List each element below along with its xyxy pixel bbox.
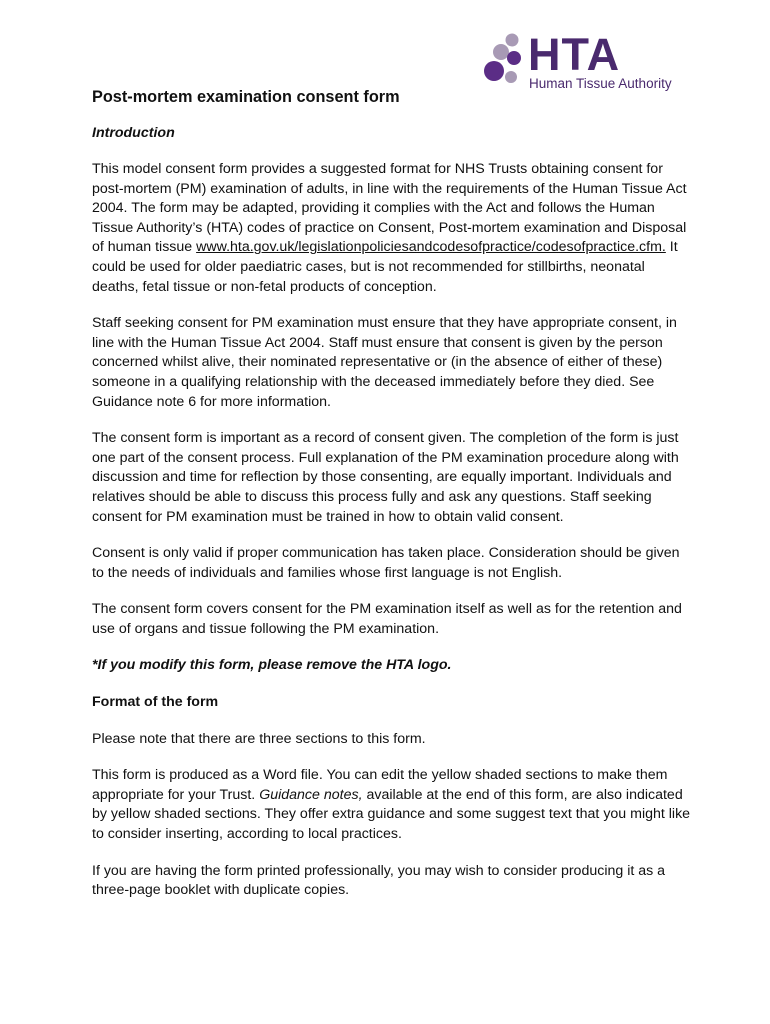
paragraph-text: This model consent form provides a suggested format for NHS Trusts obtaining consent for post-mortem (PM) examination of adults, in line with the requirements of the Human Tissue Act 2004. The form may be adapted, providing it complies with the Act and follows the Human Tissue Authority’s (HTA) codes of practice on Consent, Post-mortem examination and Disposal of human tissue — [92, 161, 687, 256]
logo-subtitle: Human Tissue Authority — [529, 76, 672, 91]
intro-paragraph-5: The consent form covers consent for the PM examination itself as well as for the retention and use of organs and tissue following the PM examination. — [92, 601, 682, 637]
paragraph-text: available at the end of this form, are also indicated by yellow shaded sections. They offer extra guidance and some suggest text that you might like to consider inserting, according to local practices. — [92, 786, 691, 843]
format-paragraph-1: Please note that there are three sections to this form. — [92, 730, 426, 747]
logo-wordmark: HTA — [528, 29, 621, 80]
intro-paragraph-3: The consent form is important as a record of consent given. The completion of the form is just one part of the consent process. Full explanation of the PM examination procedure along with discussion and time for reflection by those consenting, are equally important. Individuals and relatives should be able to discuss this process fully and ask any questions. Staff seeking consent for PM examination must be trained in how to obtain valid consent. — [92, 430, 679, 525]
paragraph-text: This form is produced as a Word file. You can edit the yellow shaded sections to make them appropriate for your Trust. — [92, 767, 668, 803]
page-title: Post-mortem examination consent form — [92, 88, 400, 106]
introduction-heading: Introduction — [92, 125, 175, 141]
intro-paragraph-2: Staff seeking consent for PM examination must ensure that they have appropriate consent, in line with the Human Tissue Act 2004. Staff must ensure that consent is given by the person concerned whilst alive, their nominated representative or (in the absence of either of these) someone in a qualifying relationship with the deceased immediately before they died. See Guidance note 6 for more information. — [92, 315, 677, 410]
format-heading: Format of the form — [92, 694, 219, 711]
document-body — [92, 86, 692, 901]
guidance-notes-term: Guidance notes, — [259, 786, 363, 803]
codes-of-practice-link[interactable]: www.hta.gov.uk/legislationpoliciesandcodesofpractice/codesofpractice.cfm. — [196, 239, 666, 256]
paragraph-text: It could be used for older paediatric cases, but is not recommended for stillbirths, neonatal deaths, fetal tissue or non-fetal products of conception. — [92, 239, 678, 295]
intro-paragraph-4: Consent is only valid if proper communication has taken place. Consideration should be given to the needs of individuals and families whose first language is not English. — [92, 545, 680, 581]
format-paragraph-3: If you are having the form printed professionally, you may wish to consider producing it as a three-page booklet with duplicate copies. — [92, 862, 666, 899]
remove-logo-note: *If you modify this form, please remove the HTA logo. — [92, 657, 452, 674]
hta-logo-dots-icon — [481, 30, 529, 94]
intro-paragraph-1 — [92, 160, 692, 297]
format-paragraph-2 — [92, 766, 692, 844]
